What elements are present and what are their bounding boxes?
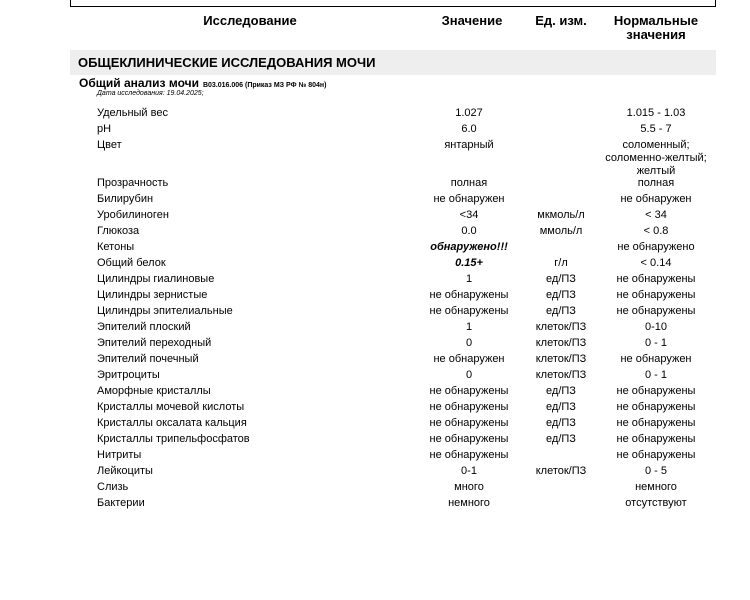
result-name: Цилиндры зернистые	[97, 289, 208, 301]
result-unit: ед/ПЗ	[546, 305, 576, 317]
header-study: Исследование	[203, 13, 297, 28]
result-value: не обнаружен	[433, 353, 505, 365]
result-value: много	[454, 481, 484, 493]
table-row	[0, 401, 750, 417]
result-name: Общий белок	[97, 257, 166, 269]
result-value: не обнаружены	[429, 385, 509, 397]
result-normal-range: не обнаружен	[620, 353, 692, 365]
result-name: Аморфные кристаллы	[97, 385, 211, 397]
result-normal-range: не обнаружены	[616, 289, 696, 301]
result-unit: ед/ПЗ	[546, 433, 576, 445]
result-value: не обнаружены	[429, 289, 509, 301]
table-row	[0, 321, 750, 337]
result-value: полная	[450, 177, 488, 189]
result-name: Нитриты	[97, 449, 142, 461]
result-normal-range: не обнаружены	[616, 417, 696, 429]
result-normal-range: не обнаружены	[616, 449, 696, 461]
result-value: не обнаружены	[429, 433, 509, 445]
result-normal-range: немного	[635, 481, 677, 493]
result-value: 0-1	[461, 465, 477, 477]
result-normal-range: 0-10	[644, 321, 668, 333]
analysis-name: Общий анализ мочи	[79, 76, 199, 90]
table-row	[0, 433, 750, 449]
result-name: Слизь	[97, 481, 129, 493]
result-value: не обнаружены	[429, 401, 509, 413]
table-row	[0, 385, 750, 401]
result-normal-range: < 0.8	[643, 225, 669, 237]
table-row	[0, 107, 750, 123]
result-unit: ед/ПЗ	[546, 289, 576, 301]
result-value: 1	[465, 321, 473, 333]
result-normal-range: 0 - 5	[644, 465, 667, 477]
result-normal-range: < 0.14	[640, 257, 672, 269]
result-normal-range: 1.015 - 1.03	[626, 107, 686, 119]
result-name: Эпителий почечный	[97, 353, 199, 365]
table-row	[0, 449, 750, 465]
result-value: 0	[465, 337, 473, 349]
analysis-title	[79, 76, 326, 90]
result-name: Бактерии	[97, 497, 145, 509]
result-normal-range: не обнаружены	[616, 433, 696, 445]
result-name: pH	[97, 123, 112, 135]
result-normal-range: отсутствуют	[625, 497, 687, 509]
result-name: Билирубин	[97, 193, 154, 205]
result-normal-range: не обнаружены	[616, 385, 696, 397]
result-unit: клеток/ПЗ	[535, 337, 587, 349]
table-row	[0, 139, 750, 177]
result-normal-range: < 34	[645, 209, 667, 221]
result-unit: ед/ПЗ	[546, 385, 576, 397]
result-unit: г/л	[554, 257, 568, 269]
analysis-code: B03.016.006 (Приказ МЗ РФ № 804н)	[202, 82, 327, 89]
table-row	[0, 417, 750, 433]
result-value: <34	[459, 209, 479, 221]
table-row	[0, 177, 750, 193]
result-normal-range: не обнаружены	[616, 273, 696, 285]
result-normal-range: 5.5 - 7	[640, 123, 672, 135]
header-normal-line2: значения	[626, 27, 686, 42]
result-unit: ед/ПЗ	[546, 417, 576, 429]
table-row	[0, 305, 750, 321]
section-title: ОБЩЕКЛИНИЧЕСКИЕ ИССЛЕДОВАНИЯ МОЧИ	[78, 55, 376, 70]
table-row	[0, 353, 750, 369]
result-value: 1	[465, 273, 473, 285]
table-row	[0, 273, 750, 289]
result-value: не обнаружен	[433, 193, 505, 205]
header-value: Значение	[441, 13, 503, 28]
table-row	[0, 123, 750, 139]
table-row	[0, 337, 750, 353]
table-row	[0, 289, 750, 305]
result-name: Удельный вес	[97, 107, 168, 119]
result-normal-range: 0 - 1	[644, 369, 667, 381]
result-name: Цилиндры эпителиальные	[97, 305, 233, 317]
result-value: 0.15+	[455, 257, 483, 269]
result-normal-range: не обнаружены	[616, 401, 696, 413]
result-unit: клеток/ПЗ	[535, 321, 587, 333]
result-value: 0	[465, 369, 473, 381]
header-normal-line1: Нормальные	[613, 13, 699, 28]
result-name: Кристаллы оксалата кальция	[97, 417, 247, 429]
result-value: 1.027	[455, 107, 483, 119]
result-name: Эпителий плоский	[97, 321, 191, 333]
result-value: не обнаружены	[429, 417, 509, 429]
header-normal	[600, 14, 712, 42]
result-unit: ед/ПЗ	[546, 401, 576, 413]
table-row	[0, 209, 750, 225]
section-header	[70, 50, 716, 75]
result-value: не обнаружены	[429, 305, 509, 317]
result-name: Эритроциты	[97, 369, 160, 381]
result-name: Глюкоза	[97, 225, 140, 237]
result-value: 6.0	[461, 123, 477, 135]
result-unit: мкмоль/л	[537, 209, 585, 221]
table-row	[0, 257, 750, 273]
result-name: Лейкоциты	[97, 465, 153, 477]
table-row	[0, 225, 750, 241]
result-normal-range: соломенный; соломенно-желтый; желтый	[605, 139, 707, 177]
diagnosis-box	[70, 0, 716, 7]
result-name: Цилиндры гиалиновые	[97, 273, 215, 285]
result-name: Кристаллы трипельфосфатов	[97, 433, 250, 445]
result-normal-range: не обнаружены	[616, 305, 696, 317]
table-row	[0, 193, 750, 209]
table-row	[0, 497, 750, 513]
table-row	[0, 481, 750, 497]
result-normal-range: 0 - 1	[644, 337, 667, 349]
study-date: Дата исследования: 19.04.2025;	[97, 90, 204, 97]
result-name: Кристаллы мочевой кислоты	[97, 401, 245, 413]
result-value: не обнаружены	[429, 449, 509, 461]
table-row	[0, 369, 750, 385]
result-value: 0.0	[461, 225, 477, 237]
result-value: немного	[448, 497, 490, 509]
result-name: Эпителий переходный	[97, 337, 212, 349]
result-unit: клеток/ПЗ	[535, 465, 587, 477]
result-normal-range: полная	[637, 177, 675, 189]
result-name: Кетоны	[97, 241, 135, 253]
table-row	[0, 465, 750, 481]
result-unit: ед/ПЗ	[546, 273, 576, 285]
result-unit: ммоль/л	[539, 225, 583, 237]
result-normal-range: не обнаружен	[620, 193, 692, 205]
result-name: Прозрачность	[97, 177, 169, 189]
results-table	[0, 107, 750, 513]
result-name: Цвет	[97, 139, 122, 151]
table-row	[0, 241, 750, 257]
result-value: янтарный	[444, 139, 494, 151]
result-name: Уробилиноген	[97, 209, 169, 221]
result-unit: клеток/ПЗ	[535, 353, 587, 365]
header-unit: Ед. изм.	[535, 13, 587, 28]
result-normal-range: не обнаружено	[617, 241, 695, 253]
result-value: обнаружено!!!	[430, 241, 508, 253]
result-unit: клеток/ПЗ	[535, 369, 587, 381]
